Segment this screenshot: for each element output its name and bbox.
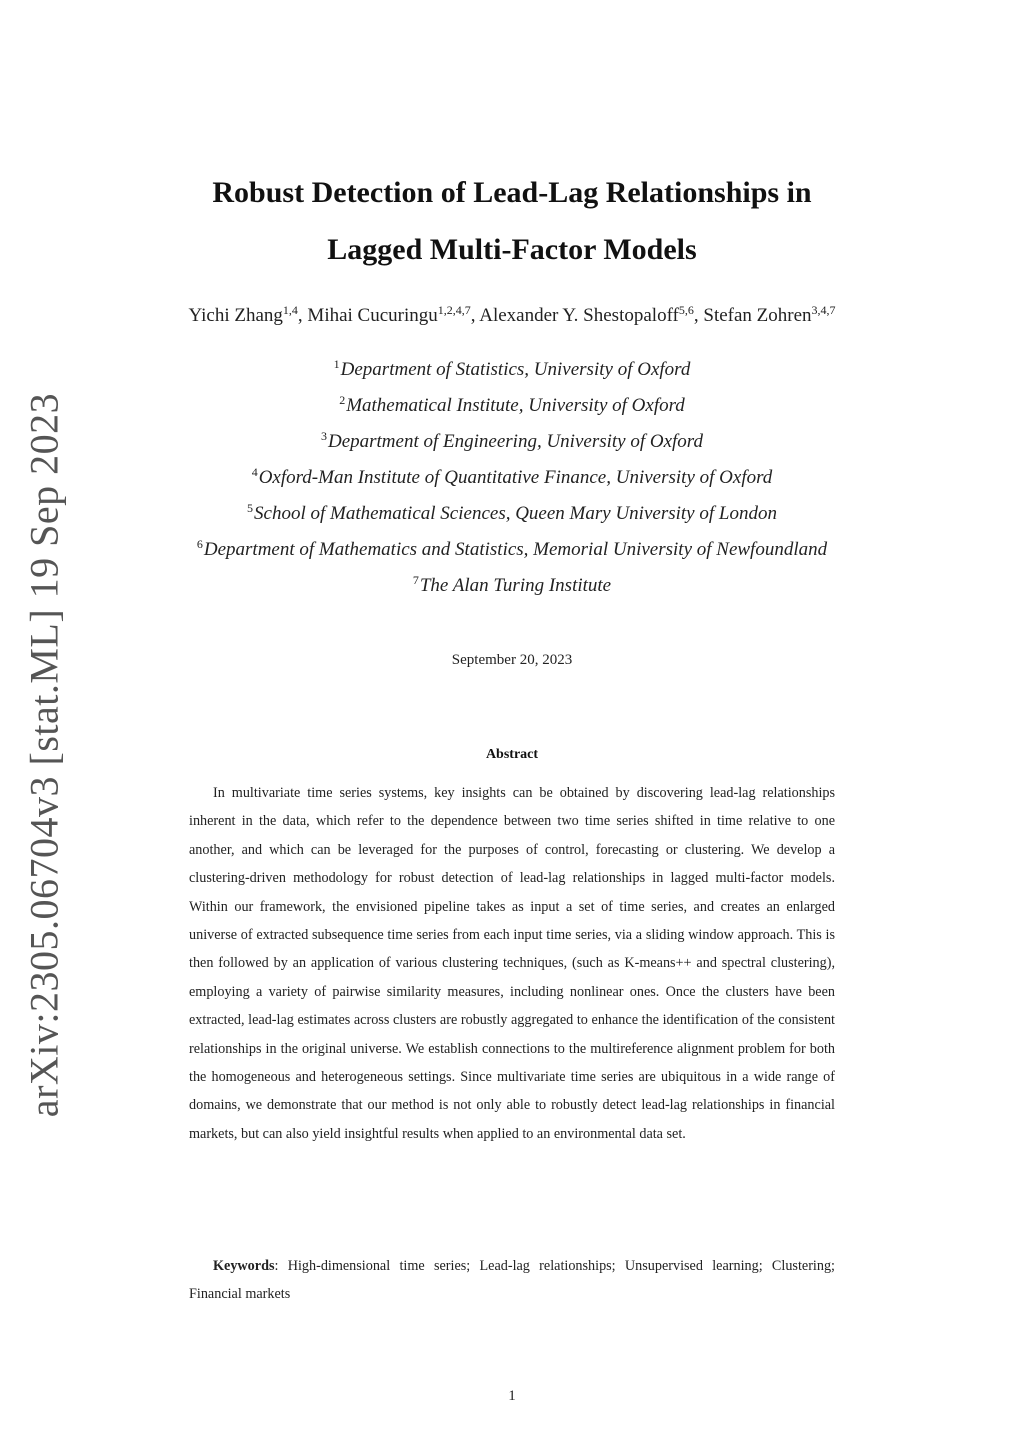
affiliation-number: 4 xyxy=(251,465,258,479)
author-list xyxy=(0,305,1024,327)
keywords-label: Keywords xyxy=(213,1258,275,1274)
author-name: Alexander Y. Shestopaloff xyxy=(479,305,679,326)
affiliation-number: 5 xyxy=(247,501,254,515)
affiliation-item xyxy=(0,572,1024,608)
author-separator: , xyxy=(470,305,480,326)
affiliation-number: 6 xyxy=(196,537,203,551)
affiliation-item xyxy=(0,428,1024,464)
affiliation-item xyxy=(0,536,1024,572)
author-separator: , xyxy=(297,305,308,326)
affiliation-text: Oxford-Man Institute of Quantitative Finance, University of Oxford xyxy=(258,467,773,488)
author-separator: , xyxy=(693,305,704,326)
affiliation-text: Department of Mathematics and Statistics, Memorial University of Newfoundland xyxy=(203,539,828,560)
keywords-paragraph xyxy=(189,1252,835,1309)
affiliation-number: 2 xyxy=(339,393,346,407)
arxiv-identifier-stamp: arXiv:2305.06704v3 [stat.ML] 19 Sep 2023 xyxy=(21,392,67,1118)
author-affiliation-marks: 3,4,7 xyxy=(811,303,836,317)
affiliation-item xyxy=(0,356,1024,392)
abstract-body: In multivariate time series systems, key insights can be obtained by discovering lead-lag relationships inherent in the data, which refer to the dependence between two time series shifted in time relative to one another, and which can be leveraged for the purposes of control, forecasting or clustering. We develop a clustering-driven methodology for robust detection of lead-lag relationships in lagged multi-factor models. Within our framework, the envisioned pipeline takes as input a set of time series, and creates an enlarged universe of extracted subsequence time series from each input time series, via a sliding window approach. This is then followed by an application of various clustering techniques, (such as K-means++ and spectral clustering), employing a variety of pairwise similarity measures, including nonlinear ones. Once the clusters have been extracted, lead-lag estimates across clusters are robustly aggregated to enhance the identification of the consistent relationships in the original universe. We establish connections to the multireference alignment problem for both the homogeneous and heterogeneous settings. Since multivariate time series are ubiquitous in a wide range of domains, we demonstrate that our method is not only able to robustly detect lead-lag relationships in financial markets, but can also yield insightful results when applied to an environmental data set. xyxy=(189,785,835,1142)
abstract-heading: Abstract xyxy=(485,747,539,762)
affiliation-text: Department of Engineering, University of Oxford xyxy=(327,431,703,452)
keywords-text: : High-dimensional time series; Lead-lag relationships; Unsupervised learning; Clustering; Financial markets xyxy=(189,1258,835,1303)
author-name: Mihai Cucuringu xyxy=(307,305,438,326)
affiliation-list xyxy=(0,356,1024,608)
affiliation-number: 7 xyxy=(412,573,419,587)
page-number: 1 xyxy=(508,1388,516,1404)
author-name: Yichi Zhang xyxy=(188,305,283,326)
author-affiliation-marks: 5,6 xyxy=(678,303,694,317)
affiliation-item xyxy=(0,392,1024,428)
affiliation-number: 1 xyxy=(333,357,340,371)
affiliation-text: Mathematical Institute, University of Oxford xyxy=(346,395,685,416)
affiliation-item xyxy=(0,464,1024,500)
affiliation-text: The Alan Turing Institute xyxy=(419,575,612,596)
publication-date: September 20, 2023 xyxy=(451,652,573,668)
affiliation-number: 3 xyxy=(320,429,327,443)
author-name: Stefan Zohren xyxy=(703,305,812,326)
paper-title-line-2: Lagged Multi-Factor Models xyxy=(327,233,697,266)
paper-title-line-1: Robust Detection of Lead-Lag Relationships in xyxy=(212,176,812,209)
author-affiliation-marks: 1,4 xyxy=(282,303,298,317)
affiliation-item xyxy=(0,500,1024,536)
affiliation-text: School of Mathematical Sciences, Queen Mary University of London xyxy=(254,503,777,524)
affiliation-text: Department of Statistics, University of Oxford xyxy=(340,359,691,380)
author-affiliation-marks: 1,2,4,7 xyxy=(437,303,471,317)
